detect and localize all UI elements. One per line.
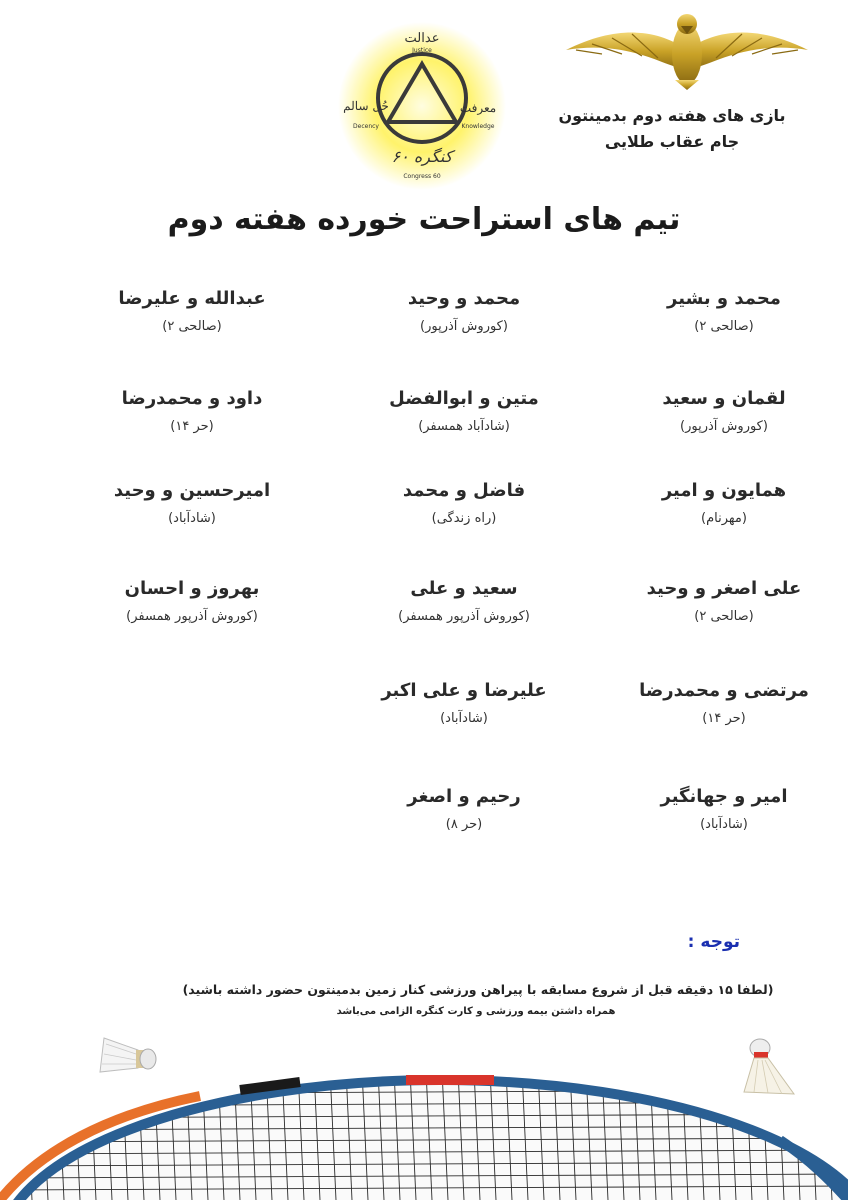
header-line2: جام عقاب طلایی: [604, 132, 740, 151]
team-club: (حر ۸): [445, 817, 483, 832]
team-names: رحیم و اصغر: [407, 786, 521, 807]
team-names: مرتضی و محمدرضا: [639, 680, 809, 701]
team-club: (صالحی ۲): [694, 319, 754, 334]
badminton-racket-icon: [0, 1030, 848, 1200]
team-names: همایون و امیر: [661, 480, 787, 501]
team-club: (کوروش آذرپور): [420, 319, 508, 334]
team-names: علی اصغر و وحید: [646, 578, 802, 599]
team-club: (کوروش آذرپور همسفر): [398, 609, 530, 624]
team-entry: [62, 578, 322, 624]
team-entry: [334, 786, 594, 832]
team-names: فاضل و محمد: [402, 480, 526, 501]
team-names: عبدالله و علیرضا: [118, 288, 266, 309]
team-entry: [594, 288, 848, 334]
logo-bottom-text: کنگره ۶۰: [391, 147, 453, 166]
team-club: (صالحی ۲): [694, 609, 754, 624]
team-names: علیرضا و علی اکبر: [381, 680, 547, 701]
team-entry: [334, 680, 594, 726]
note-line2: همراه داشتن بیمه ورزشی و کارت کنگره الزامی می‌باشد: [336, 1006, 616, 1017]
team-club: (صالحی ۲): [162, 319, 222, 334]
logo-left-en: Decency: [353, 123, 379, 130]
logo-right-text: معرفت: [459, 101, 497, 115]
team-entry: [594, 388, 848, 434]
team-names: محمد و وحید: [407, 288, 521, 309]
team-names: بهروز و احسان: [124, 578, 260, 599]
logo-right-en: Knowledge: [461, 123, 495, 130]
team-entry: [334, 288, 594, 334]
team-entry: [334, 388, 594, 434]
team-club: (شادآباد): [700, 817, 748, 832]
team-names: محمد و بشیر: [667, 288, 781, 309]
team-entry: [594, 578, 848, 624]
team-entry: [62, 480, 322, 526]
team-names: داود و محمدرضا: [121, 388, 263, 409]
team-entry: [594, 480, 848, 526]
team-club: (راه زندگی): [431, 511, 497, 526]
team-names: امیرحسین و وحید: [113, 480, 271, 501]
team-names: امیر و جهانگیر: [660, 786, 788, 807]
team-club: (کوروش آذرپور همسفر): [126, 609, 258, 624]
header-line1: بازی های هفته دوم بدمینتون: [558, 106, 786, 125]
team-club: (شادآباد همسفر): [418, 419, 510, 434]
team-club: (حر ۱۴): [170, 419, 214, 434]
team-entry: [594, 786, 848, 832]
congress60-logo: [338, 20, 506, 192]
golden-eagle-icon: [562, 10, 812, 92]
team-entry: [62, 288, 322, 334]
team-names: سعید و علی: [410, 578, 518, 599]
logo-top-text: عدالت: [404, 31, 440, 46]
team-club: (مهرنام): [701, 511, 747, 526]
page-title: تیم های استراحت خورده هفته دوم: [167, 202, 681, 237]
team-entry: [594, 680, 848, 726]
team-entry: [334, 578, 594, 624]
logo-top-en: Justice: [412, 47, 432, 54]
team-entry: [62, 388, 322, 434]
logo-bottom-en: Congress 60: [403, 173, 441, 180]
note-title: توجه :: [687, 932, 740, 952]
team-names: لقمان و سعید: [662, 388, 786, 409]
team-entry: [334, 480, 594, 526]
team-club: (شادآباد): [168, 511, 216, 526]
logo-left-text: حُل سالم: [343, 99, 389, 113]
team-club: (شادآباد): [440, 711, 488, 726]
team-names: متین و ابوالفضل: [389, 388, 539, 409]
team-club: (حر ۱۴): [702, 711, 746, 726]
note-line1: (لطفا ۱۵ دقیقه قبل از شروع مسابقه با پیراهن ورزشی کنار زمین بدمینتون حضور داشته باشید): [182, 982, 774, 997]
team-club: (کوروش آذرپور): [680, 419, 768, 434]
